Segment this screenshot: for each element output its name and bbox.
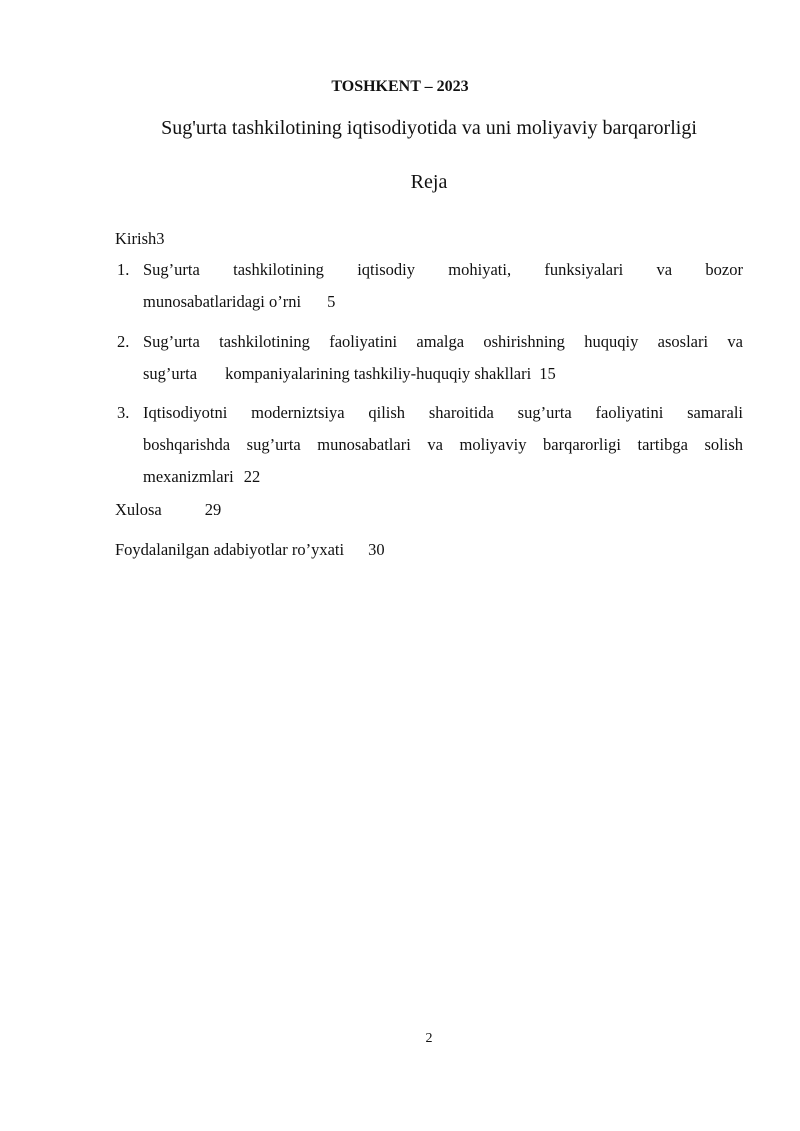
- toc-item-page: 22: [243, 467, 261, 486]
- toc-item-number: 3.: [117, 403, 130, 422]
- toc-item-page: 15: [539, 364, 556, 383]
- city-year-heading: TOSHKENT – 2023: [331, 78, 469, 95]
- toc-conclusion-page: 29: [204, 500, 222, 519]
- toc-item-2: [115, 326, 743, 390]
- toc-intro-label: Kirish: [115, 229, 157, 248]
- toc-intro-page: 3: [156, 229, 165, 248]
- toc-item-line-text: mexanizmlari: [143, 467, 234, 486]
- page-number: 2: [425, 1031, 433, 1046]
- toc-references: [115, 540, 385, 560]
- toc-item-number: 1.: [117, 260, 130, 279]
- toc-item-line-2: [143, 358, 743, 390]
- toc-item-line: boshqarishda sug’urta munosabatlari va moliyaviy barqarorligi tartibga solish: [143, 435, 743, 454]
- toc-conclusion: [115, 500, 221, 520]
- toc-conclusion-label: Xulosa: [115, 500, 162, 519]
- toc-item-line-text: sug’urta: [143, 364, 198, 383]
- toc-item-line-text: kompaniyalarining tashkiliy-huquqiy shakllari: [225, 364, 532, 383]
- toc-intro: [115, 229, 165, 249]
- toc-item-number: 2.: [117, 332, 130, 351]
- toc-item-page: 5: [327, 292, 336, 311]
- toc-references-label: Foydalanilgan adabiyotlar ro’yxati: [115, 540, 345, 559]
- toc-item-line: Iqtisodiyotni moderniztsiya qilish sharoitida sug’urta faoliyatini samarali: [143, 403, 743, 422]
- toc-item-line-2: [143, 286, 743, 318]
- toc-item-1: [115, 254, 743, 318]
- document-title: Sug'urta tashkilotining iqtisodiyotida va uni moliyaviy barqarorligi: [161, 117, 697, 139]
- toc-item-line: Sug’urta tashkilotining iqtisodiy mohiyati, funksiyalari va bozor: [143, 260, 743, 279]
- toc-item-3: [115, 397, 743, 493]
- toc-references-page: 30: [368, 540, 385, 559]
- toc-item-line: Sug’urta tashkilotining faoliyatini amalga oshirishning huquqiy asoslari va: [143, 332, 743, 351]
- toc-item-line-3: [143, 461, 743, 493]
- toc-item-line-text: munosabatlaridagi o’rni: [143, 292, 302, 311]
- plan-heading: Reja: [410, 171, 448, 193]
